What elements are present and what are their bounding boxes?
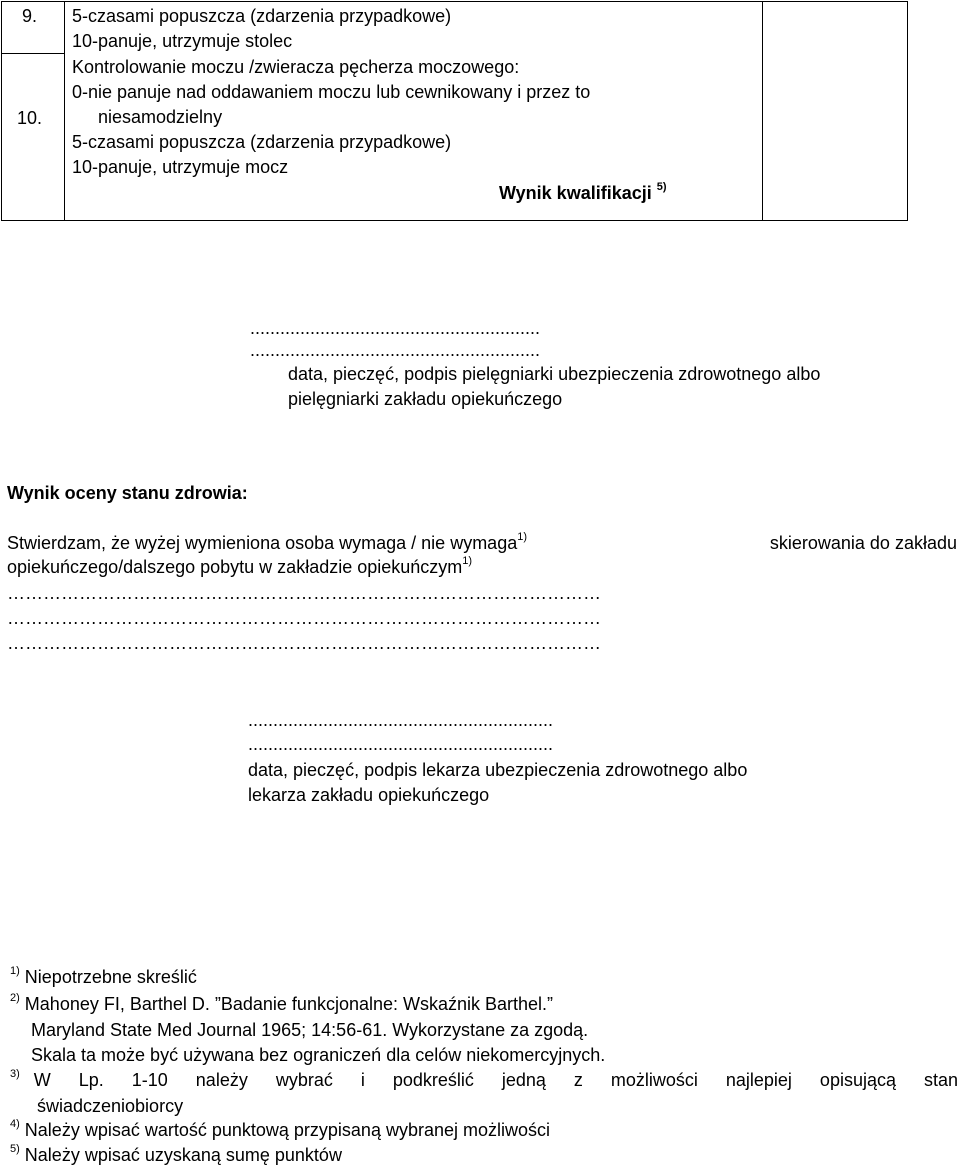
row10-option-10: 10-panuje, utrzymuje mocz bbox=[72, 157, 289, 177]
row9-option-10: 10-panuje, utrzymuje stolec bbox=[72, 31, 293, 51]
nurse-caption-2: pielęgniarki zakładu opiekuńczego bbox=[288, 389, 563, 409]
blank-line-3: ……………………………………………………………………………………… bbox=[7, 633, 601, 653]
nurse-caption-1: data, pieczęć, podpis pielęgniarki ubezpieczenia zdrowotnego albo bbox=[288, 364, 821, 384]
nurse-dots-1: .......................................................... bbox=[250, 318, 541, 338]
footnote-2: $^{2)}$ Mahoney FI, Barthel D. ”Badanie funkcjonalne: Wskaźnik Barthel.” bbox=[10, 992, 554, 1014]
doctor-dots-2: ............................................................. bbox=[248, 734, 554, 754]
footnote-ref-1b: 1) bbox=[462, 555, 473, 567]
row10-option-0-cont: niesamodzielny bbox=[98, 107, 223, 127]
footnote-3: $^{3)}$ W Lp. 1-10 należy wybrać i podkreślić jedną z możliwości najlepiej opisującą stan bbox=[10, 1068, 958, 1090]
result-label bbox=[499, 183, 667, 204]
assessment-heading: Wynik oceny stanu zdrowia: bbox=[7, 483, 248, 503]
footnote-ref-1: 1) bbox=[517, 531, 527, 543]
row10-title: Kontrolowanie moczu /zwieracza pęcherza moczowego: bbox=[72, 57, 520, 77]
footnote-4: $^{4)}$ Należy wpisać wartość punktową przypisaną wybranej możliwości bbox=[10, 1118, 551, 1140]
assessment-line-1 bbox=[7, 533, 957, 554]
result-footnote-ref: 5) bbox=[656, 181, 667, 193]
table-divider-2 bbox=[762, 2, 763, 220]
assessment-line-1b: skierowania do zakładu bbox=[769, 533, 957, 553]
row-number-9: 9. bbox=[22, 6, 38, 26]
footnote-1: $^{1)}$ Niepotrzebne skreślić bbox=[10, 965, 197, 987]
footnote-5: $^{5)}$ Należy wpisać uzyskaną sumę punktów bbox=[10, 1143, 342, 1165]
row-divider bbox=[2, 53, 64, 54]
doctor-caption-2: lekarza zakładu opiekuńczego bbox=[248, 785, 490, 805]
blank-line-2: ……………………………………………………………………………………… bbox=[7, 608, 601, 628]
nurse-dots-2: .......................................................... bbox=[250, 340, 541, 360]
assessment-line-1a: Stwierdzam, że wyżej wymieniona osoba wymaga / nie wymaga$^{1)}$ bbox=[7, 531, 527, 553]
row10-option-5: 5-czasami popuszcza (zdarzenia przypadkowe) bbox=[72, 132, 452, 152]
doctor-caption-1: data, pieczęć, podpis lekarza ubezpieczenia zdrowotnego albo bbox=[248, 760, 748, 780]
footnote-2-cont-2: Skala ta może być używana bez ograniczeń dla celów niekomercyjnych. bbox=[31, 1045, 606, 1065]
row9-option-5: 5-czasami popuszcza (zdarzenia przypadkowe) bbox=[72, 6, 452, 26]
row-number-10: 10. bbox=[17, 108, 43, 128]
footnote-3-cont: świadczeniobiorcy bbox=[37, 1096, 184, 1116]
doctor-dots-1: ............................................................. bbox=[248, 710, 554, 730]
row10-option-0: 0-nie panuje nad oddawaniem moczu lub cewnikowany i przez to bbox=[72, 82, 591, 102]
assessment-line-2: opiekuńczego/dalszego pobytu w zakładzie opiekuńczym$^{1)}$ bbox=[7, 555, 473, 577]
table-divider-1 bbox=[64, 2, 65, 220]
footnote-2-cont-1: Maryland State Med Journal 1965; 14:56-61. Wykorzystane za zgodą. bbox=[31, 1020, 589, 1040]
result-label-text: Wynik kwalifikacji bbox=[499, 183, 652, 203]
blank-line-1: ……………………………………………………………………………………… bbox=[7, 583, 601, 603]
